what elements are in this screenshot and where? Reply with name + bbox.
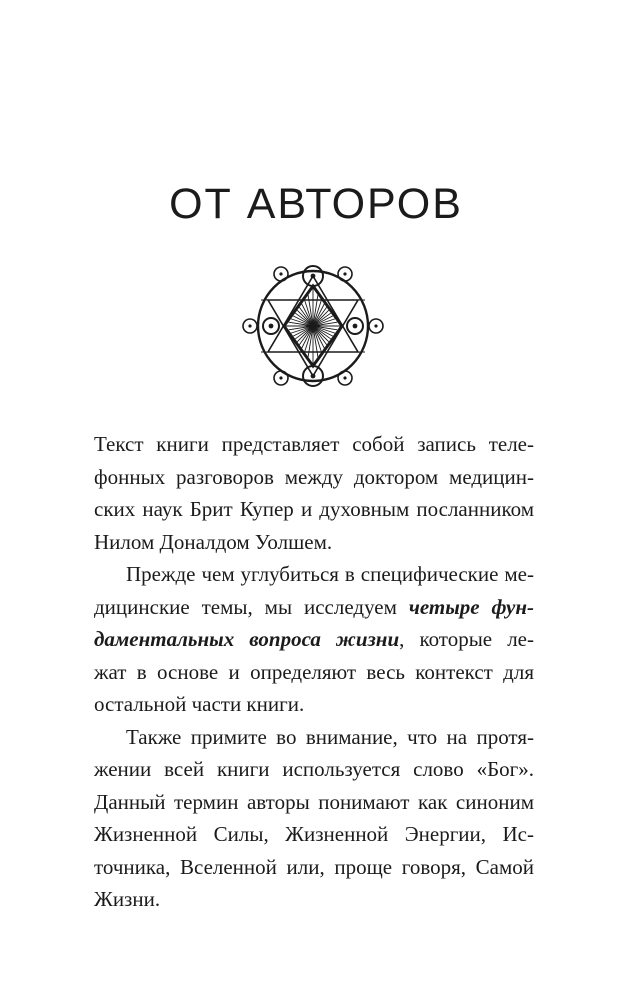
- text-line: [94, 721, 534, 754]
- emblem-ray: [313, 307, 327, 326]
- text-segment: Нилом Доналдом Уолшем.: [94, 529, 333, 554]
- text-segment: ских наук Брит Купер и духовным посланником: [94, 497, 534, 521]
- text-line: [94, 558, 534, 591]
- emblem-graphic: [240, 260, 386, 392]
- text-line: [94, 656, 534, 689]
- sacred-geometry-emblem-icon: [240, 260, 386, 392]
- text-line: [94, 851, 534, 884]
- text-segment: Жизненной Силы, Жизненной Энергии, Ис-: [94, 822, 534, 846]
- text-line: [94, 786, 534, 819]
- text-segment: дицинские темы, мы исследуем: [94, 594, 409, 619]
- text-segment: Жизни.: [94, 887, 161, 911]
- text-segment: жении всей книги используется слово «Бог».: [94, 757, 534, 781]
- text-segment: остальной части книги.: [94, 692, 305, 716]
- text-segment: Данный термин авторы понимают как синоним: [94, 789, 534, 814]
- emblem-ray: [313, 326, 327, 345]
- emblem-ray: [299, 307, 313, 326]
- text-segment: Также примите во внимание, что на протя-: [126, 724, 534, 749]
- text-line: [94, 428, 534, 461]
- text-line: [94, 818, 534, 851]
- text-line: [94, 461, 534, 494]
- text-segment: Текст книги представляет собой запись теле-: [94, 432, 534, 456]
- page-title: ОТ АВТОРОВ: [169, 180, 463, 228]
- paragraphs: [94, 428, 534, 916]
- text-line: [94, 591, 534, 624]
- text-segment: жат в основе и определяют весь контекст для: [94, 659, 534, 684]
- text-segment: точника, Вселенной или, проще говоря, Самой: [94, 854, 534, 879]
- text-line: [94, 688, 534, 721]
- emblem-ray: [299, 326, 313, 345]
- emphasis-text: даментальных вопроса жизни: [94, 627, 400, 651]
- text-segment: фонных разговоров между доктором медицин-: [94, 464, 534, 489]
- paragraph: [94, 428, 534, 558]
- text-line: [94, 623, 534, 656]
- body-text: [94, 428, 534, 916]
- text-segment: Прежде чем углубиться в специфические ме-: [126, 562, 534, 586]
- emphasis-text: четыре фун-: [408, 594, 534, 619]
- paragraph: [94, 558, 534, 721]
- text-segment: , которые ле-: [399, 627, 534, 651]
- text-line: [94, 753, 534, 786]
- paragraph: [94, 721, 534, 916]
- text-line: [94, 883, 534, 916]
- text-line: [94, 493, 534, 526]
- text-line: [94, 526, 534, 559]
